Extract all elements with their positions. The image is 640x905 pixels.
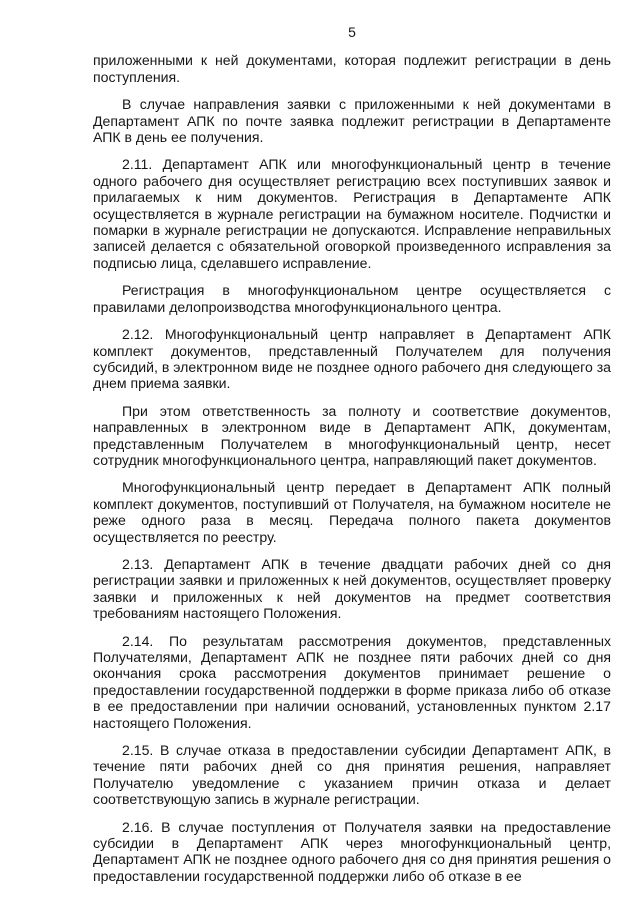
paragraph-postal-registration: В случае направления заявки с приложенными к ней документами в Департамент АПК по почте заявка подлежит регистрации в Департаменте АПК в день ее получения.	[93, 96, 611, 146]
paragraph-mfc-registration: Регистрация в многофункциональном центре осуществляется с правилами делопроизводства многофункционального центра.	[93, 282, 611, 315]
paragraph-mfc-transfer: Многофункциональный центр передает в Департамент АПК полный комплект документов, поступивший от Получателя, на бумажном носителе не реже одного раза в месяц. Передача полного пакета документов осуществляется по реестру.	[93, 479, 611, 545]
paragraph-responsibility: При этом ответственность за полноту и соответствие документов, направленных в электронном виде в Департамент АПК, документам, представленным Получателем в многофункциональный центр, несет сотрудник многофункционального центра, направляющий пакет документов.	[93, 402, 611, 468]
paragraph-2-13: 2.13. Департамент АПК в течение двадцати рабочих дней со дня регистрации заявки и приложенных к ней документов, осуществляет проверку заявки и приложенных к ней документов на предмет соответствия требованиям настоящего Положения.	[93, 555, 611, 622]
paragraph-2-16: 2.16. В случае поступления от Получателя заявки на предоставление субсидии в Департамент АПК через многофункциональный центр, Департамент АПК не позднее одного рабочего дня со дня принятия решения о предоставлении государственной поддержки либо об отказе в ее	[93, 818, 611, 884]
paragraph-2-14: 2.14. По результатам рассмотрения документов, представленных Получателями, Департамент АПК не позднее пяти рабочих дней со дня окончания срока рассмотрения документов принимает решение о предоставлении государственной поддержки в форме приказа либо об отказе в ее предоставлении при наличии оснований, установленных пунктом 2.17 настоящего Положения.	[93, 632, 611, 731]
paragraph-2-12: 2.12. Многофункциональный центр направляет в Департамент АПК комплект документов, представленный Получателем для получения субсидий, в электронном виде не позднее одного рабочего дня следующего за днем приема заявки.	[93, 326, 611, 392]
paragraph-2-15: 2.15. В случае отказа в предоставлении субсидии Департамент АПК, в течение пяти рабочих дней со дня принятия решения, направляет Получателю уведомление с указанием причин отказа и делает соответствующую запись в журнале регистрации.	[93, 742, 611, 808]
paragraph-2-11: 2.11. Департамент АПК или многофункциональный центр в течение одного рабочего дня осуществляет регистрацию всех поступивших заявок и прилагаемых к ним документов. Регистрация в Департаменте АПК осуществляется в журнале регистрации на бумажном носителе. Подчистки и помарки в журнале регистрации не допускаются. Исправление неправильных записей делается с обязательной оговоркой произведенного исправления за подписью лица, сделавшего исправление.	[93, 156, 611, 271]
paragraph-continuation: приложенными к ней документами, которая подлежит регистрации в день поступления.	[93, 52, 611, 85]
page-number: 5	[348, 24, 356, 40]
